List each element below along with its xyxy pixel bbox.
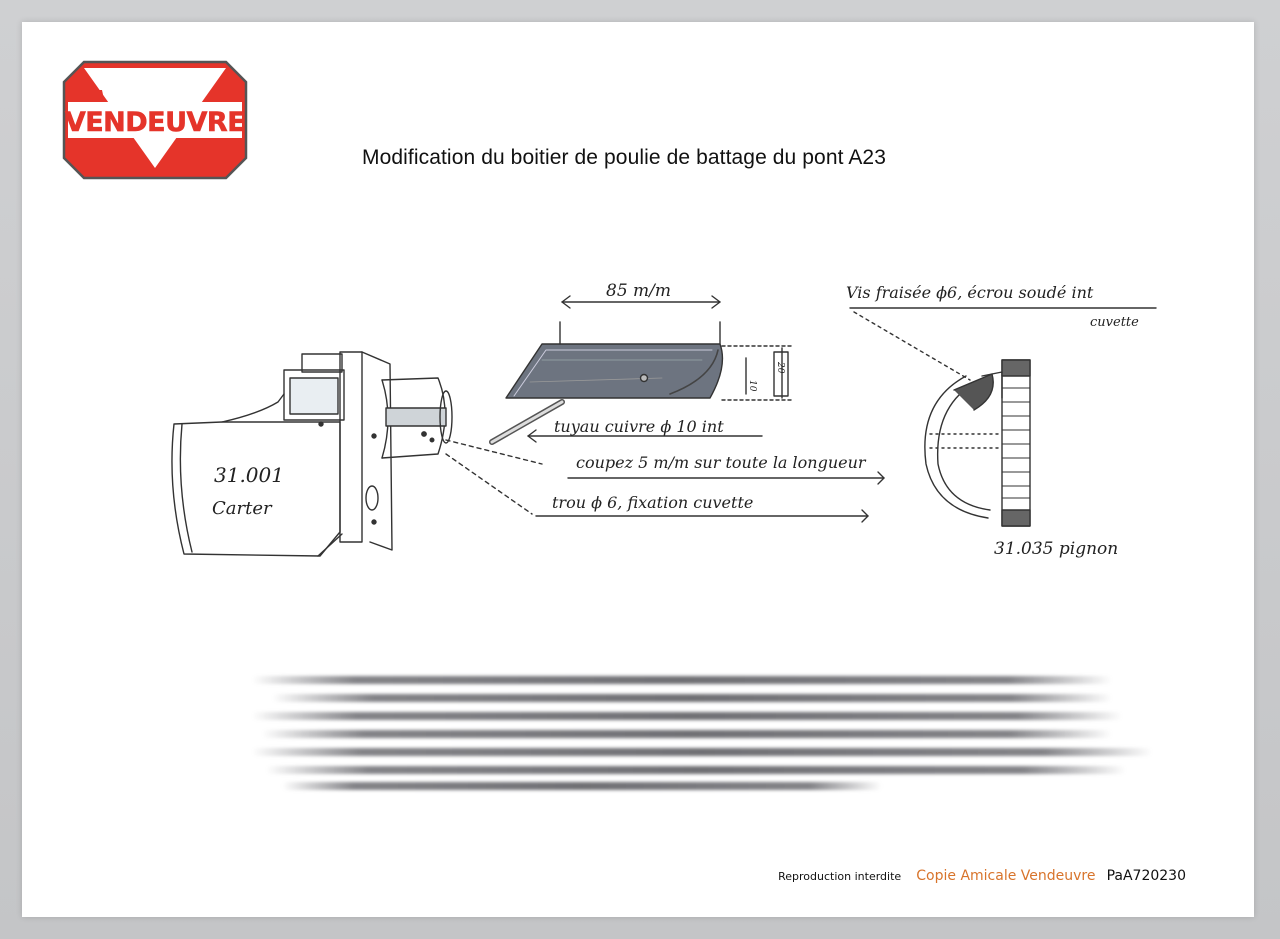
dimension-small-a: 10 [747,380,757,392]
copy-credit: Copie Amicale Vendeuvre [916,868,1096,884]
pignon-label: 31.035 pignon [994,539,1119,559]
carter-housing [172,352,452,556]
annotation-tube: tuyau cuivre ϕ 10 int [554,417,724,436]
stripe [252,676,1112,684]
stripe [252,712,1122,720]
reproduction-notice: Reproduction interdite [778,870,902,883]
stripe [282,782,882,790]
pignon-assembly [850,308,1156,526]
document-reference: PaA720230 [1106,868,1186,884]
annotation-screw-line1: Vis fraisée ϕ6, écrou soudé int [846,283,1094,302]
carter-label: Carter [212,498,272,519]
dimension-small-b: 20 [775,362,785,374]
annotation-hole: trou ϕ 6, fixation cuvette [552,493,754,512]
document-sheet [22,22,1254,917]
logo-text: VENDEUVRE [64,107,246,138]
dimension-85mm: 85 m/m [606,281,672,301]
stripe [266,766,1126,774]
stripe [262,730,1112,738]
annotation-screw-line2: cuvette [1090,315,1139,330]
carter-number: 31.001 [214,463,284,487]
annotation-cut: coupez 5 m/m sur toute la longueur [576,453,866,472]
footer [778,865,1186,884]
decorative-stripes [252,672,1152,797]
document-title: Modification du boitier de poulie de battage du pont A23 [362,146,886,169]
stripe [272,694,1112,702]
stripe [252,748,1152,756]
